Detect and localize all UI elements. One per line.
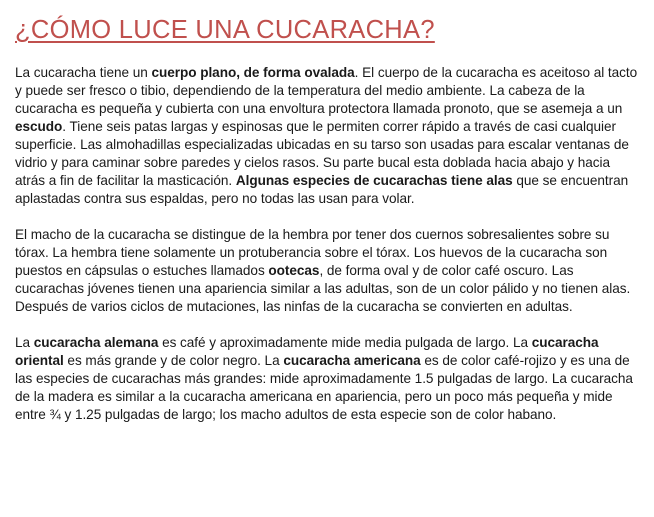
- text-segment: es más grande y de color negro. La: [63, 353, 284, 368]
- text-segment-bold: cucaracha oriental: [15, 335, 599, 368]
- page-title: ¿CÓMO LUCE UNA CUCARACHA?: [15, 16, 435, 44]
- paragraph-male-female: [15, 226, 641, 316]
- text-segment-bold: escudo: [15, 119, 63, 134]
- text-segment: La: [15, 335, 34, 350]
- document-page: [15, 14, 641, 424]
- text-segment-bold: cucaracha americana: [283, 353, 421, 368]
- paragraph-species: [15, 334, 641, 424]
- text-segment: . Tiene seis patas largas y espinosas que le permiten correr rápido a través de casi cualquier superficie. Las almohadillas especializadas ubicadas en su tarso son usadas para escalar ventanas de vidrio y para caminar sobre paredes y cielos rasos. Su parte bucal esta doblada hacia abajo y hacia atrás a fin de facilitar la masticación.: [15, 119, 629, 188]
- text-segment: La cucaracha tiene un: [15, 65, 152, 80]
- text-segment: El macho de la cucaracha se distingue de la hembra por tener dos cuernos sobresalientes sobre su tórax. La hembra tiene solamente un protuberancia sobre el tórax. Los huevos de la cucaracha son puestos en cápsulas o estuches llamados: [15, 227, 610, 278]
- text-segment: es café y aproximadamente mide media pulgada de largo. La: [158, 335, 532, 350]
- text-segment-bold: cuerpo plano, de forma ovalada: [151, 65, 355, 80]
- paragraph-appearance: [15, 64, 641, 208]
- text-segment: es de color café-rojizo y es una de las especies de cucarachas más grandes: mide aproximadamente 1.5 pulgadas de largo. La cucaracha de la madera es similar a la cucaracha americana en apariencia, pero un poco más pequeña y mide entre ¾ y 1.25 pulgadas de largo; los macho adultos de esta especie son de color habano.: [15, 353, 633, 422]
- text-segment: que se encuentran aplastadas contra sus espaldas, pero no todas las usan para volar.: [15, 173, 629, 206]
- text-segment-bold: cucaracha alemana: [33, 335, 159, 350]
- text-segment-bold: ootecas: [268, 263, 320, 278]
- text-segment: . El cuerpo de la cucaracha es aceitoso al tacto y puede ser fresco o tibio, dependiendo de la temperatura del medio ambiente. La cabeza de la cucaracha es pequeña y cubierta con una envoltura protectora llamada pronoto, que se asemeja a un: [15, 65, 638, 116]
- text-segment-bold: Algunas especies de cucarachas tiene alas: [235, 173, 513, 188]
- text-segment: , de forma oval y de color café oscuro. Las cucarachas jóvenes tienen una apariencia similar a las adultas, son de un color pálido y no tienen alas. Después de varios ciclos de mutaciones, las ninfas de la cucaracha se convierten en adultas.: [15, 263, 631, 314]
